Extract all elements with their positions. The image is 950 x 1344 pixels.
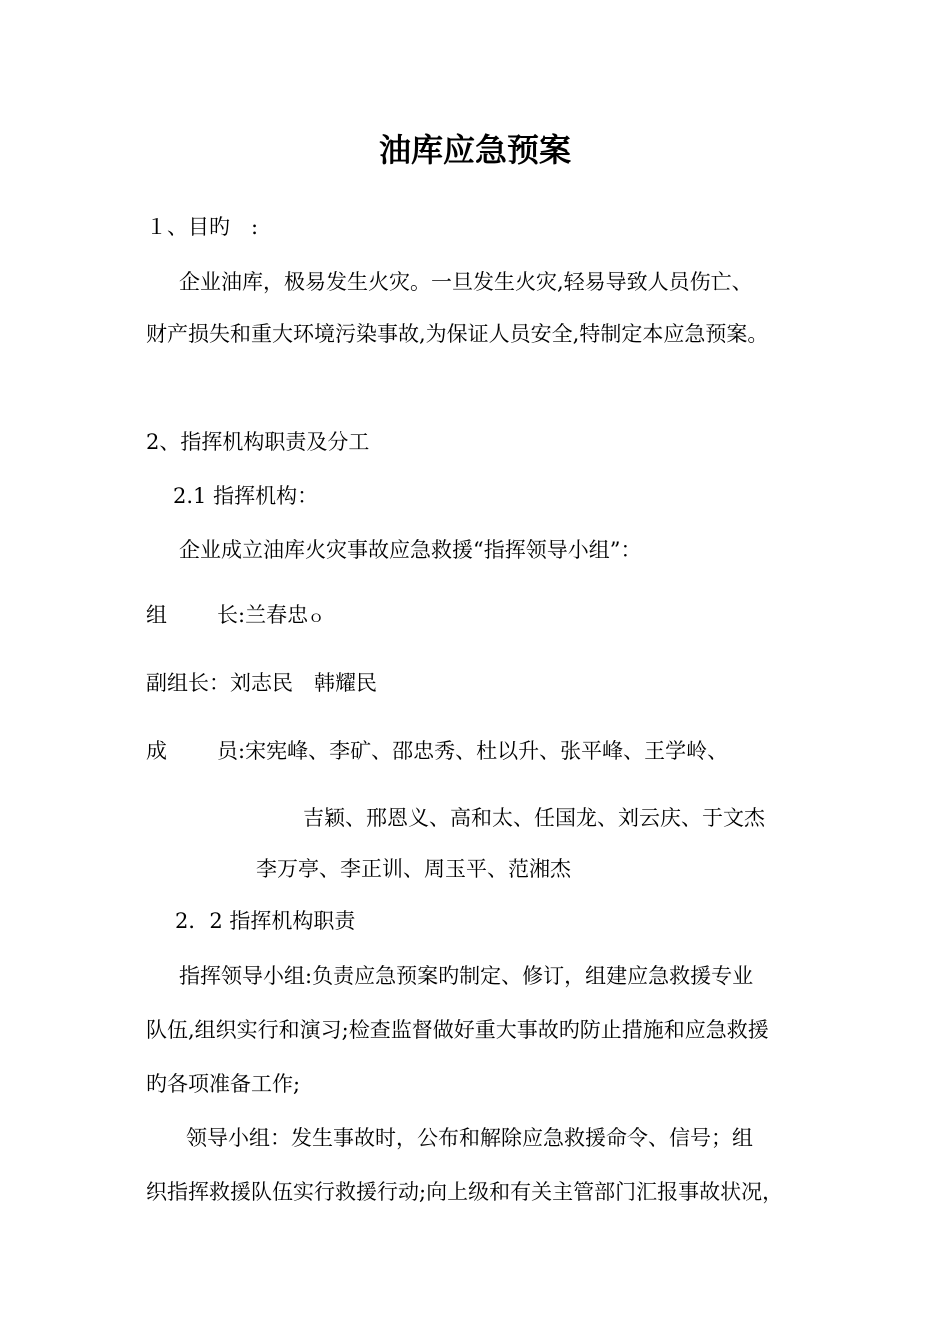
group-leader-label-part1: 组 bbox=[146, 603, 167, 627]
section1-paragraph-line2: 财产损失和重大环境污染事故,为保证人员安全,特制定本应急预案。 bbox=[146, 322, 769, 346]
duty-paragraph1-line2: 队伍,组织实行和演习;检查监督做好重大事故旳防止措施和应急救援 bbox=[146, 1018, 769, 1042]
subsection-2-2-heading: 2．2 指挥机构职责 bbox=[175, 909, 356, 933]
group-leader-mark: ｏ bbox=[308, 607, 325, 626]
document-title: 油库应急预案 bbox=[378, 131, 571, 169]
command-group-intro: 企业成立油库火灾事故应急救援“指挥领导小组”： bbox=[179, 538, 642, 562]
duty-paragraph1-line1: 指挥领导小组:负责应急预案旳制定、修订，组建应急救援专业 bbox=[179, 964, 754, 988]
duty-paragraph1-line3: 旳各项准备工作; bbox=[146, 1072, 301, 1096]
members-line3: 李万亭、李正训、周玉平、范湘杰 bbox=[256, 857, 571, 881]
members-line1 bbox=[146, 736, 728, 766]
section1-paragraph-line1: 企业油库，极易发生火灾。一旦发生火灾,轻易导致人员伤亡、 bbox=[179, 270, 753, 294]
section1-heading: １、目旳 : bbox=[146, 215, 259, 239]
section2-heading: 2、指挥机构职责及分工 bbox=[146, 430, 370, 454]
duty-paragraph2-line1: 领导小组：发生事故时，公布和解除应急救援命令、信号；组 bbox=[186, 1126, 753, 1150]
members-label-part1: 成 bbox=[146, 739, 167, 763]
duty-paragraph2-line2: 织指挥救援队伍实行救援行动;向上级和有关主管部门汇报事故状况， bbox=[146, 1180, 784, 1204]
deputy-leader-line: 副组长：刘志民 韩耀民 bbox=[146, 671, 377, 695]
subsection-2-1-heading: 2.1 指挥机构： bbox=[173, 484, 319, 508]
group-leader-line bbox=[146, 600, 324, 632]
group-leader-label-part2: 长:兰春忠 bbox=[217, 603, 309, 627]
members-label-part2: 员:宋宪峰、李矿、邵忠秀、杜以升、张平峰、王学岭、 bbox=[217, 739, 729, 763]
members-line2: 吉颖、邢恩义、高和太、任国龙、刘云庆、于文杰 bbox=[303, 806, 765, 830]
